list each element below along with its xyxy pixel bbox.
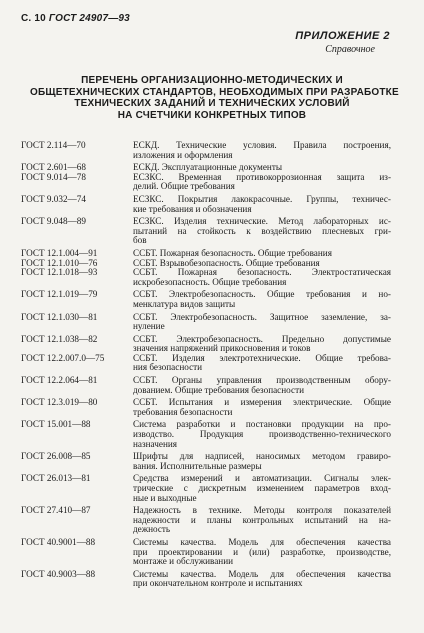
standard-code: ГОСТ 40.9001—88 (21, 536, 96, 547)
standard-title-line: ЕСКД. Эксплуатационные документы (133, 163, 283, 173)
page-header (21, 13, 130, 24)
standard-title-line: ния безопасности (133, 363, 203, 373)
standard-title (133, 268, 391, 287)
standard-code: ГОСТ 12.1.018—93 (21, 267, 98, 278)
title-line: НА СЧЕТЧИКИ КОНКРЕТНЫХ ТИПОВ (117, 109, 307, 121)
standard-entry (21, 398, 391, 417)
standard-title-line: дованием. Общие требования безопасности (133, 385, 305, 395)
standard-title-line: ССБТ. Электробезопасность. Защитное заземление, за- (133, 312, 391, 322)
standard-title-line: искробезопасность. Общие требования (133, 277, 287, 287)
page-number: С. 10 (21, 13, 46, 24)
standard-title-line: ССБТ. Взрывобезопасность. Общие требования (133, 258, 320, 268)
standard-title (133, 506, 391, 535)
standard-title (133, 398, 391, 417)
standard-entry (21, 506, 391, 535)
standard-title (133, 354, 391, 373)
standard-title-line: при проектировании и (или) разработке, производстве, (133, 547, 391, 557)
standard-title-line: ССБТ. Пожарная безопасность. Общие требования (133, 248, 332, 258)
standard-entry (21, 173, 391, 192)
standard-code: ГОСТ 12.2.064—81 (21, 375, 98, 386)
standard-title-line: пытаний на стойкость к воздействию плесневых гри- (133, 226, 391, 236)
standard-title-line: ССБТ. Электробезопасность. Предельно допустимые (133, 334, 391, 344)
standard-title (133, 420, 391, 449)
standard-code: ГОСТ 27.410—87 (21, 505, 91, 516)
standard-title-line: ССБТ. Испытания и измерения электрические. Общие (133, 398, 391, 408)
title-line: ТЕХНИЧЕСКИХ ЗАДАНИЙ И ТЕХНИЧЕСКИХ УСЛОВИЙ (74, 98, 350, 109)
standard-entry (21, 217, 391, 246)
standard-title-line: при окончательном контроле и испытаниях (133, 579, 303, 589)
standard-title (133, 163, 391, 173)
standard-title (133, 195, 391, 214)
standard-title-line: ССБТ. Органы управления производственным обору- (133, 376, 391, 386)
standard-code: ГОСТ 40.9003—88 (21, 568, 96, 579)
standard-entry (21, 354, 391, 373)
standard-title-line: Шрифты для надписей, наносимых методом гравиро- (133, 452, 391, 462)
standard-title-line: требования безопасности (133, 407, 233, 417)
standard-title-line: трические с дискретным изменением параметров вход- (133, 484, 391, 493)
standard-code: ГОСТ 26.008—85 (21, 451, 91, 462)
standard-title-line: кие требования и обозначения (133, 204, 252, 214)
standard-title-line: ЕСЗКС. Покрытия лакокрасочные. Группы, техничес- (133, 194, 391, 204)
standard-title-line: нуление (133, 322, 165, 332)
standard-title-line: Система разработки и постановки продукции на про- (133, 420, 391, 430)
standard-title (133, 173, 391, 192)
appendix-label: ПРИЛОЖЕНИЕ 2 (295, 30, 390, 42)
document-title (30, 75, 399, 121)
standard-entry (21, 290, 391, 309)
standard-entry (21, 538, 391, 567)
standard-title (133, 538, 391, 567)
standard-title-line: ЕСКД. Технические условия. Правила построения, (133, 141, 391, 150)
standard-title-line: назначения (133, 439, 178, 449)
standard-title-line: Средства измерений и автоматизации. Сигналы элек- (133, 474, 391, 484)
standard-title-line: вания. Исполнительные размеры (133, 461, 262, 471)
standard-code: ГОСТ 2.601—68 (21, 162, 86, 173)
standard-title-line: значения напряжений прикосновения и токов (133, 344, 311, 354)
standard-title (133, 376, 391, 395)
standard-entry (21, 141, 391, 160)
standard-title-line: ССБТ. Электробезопасность. Общие требования и но- (133, 290, 391, 300)
standard-code: ГОСТ 12.1.019—79 (21, 289, 98, 300)
standard-title-line: ЕСЗКС. Временная противокоррозионная защита из- (133, 172, 391, 182)
standard-title-line: Системы качества. Модель для обеспечения качества (133, 569, 391, 579)
standard-title-line: бов (133, 236, 147, 246)
standard-title-line: Надежность в технике. Методы контроля показателей (133, 506, 391, 516)
standard-code: ГОСТ 12.1.030—81 (21, 311, 98, 322)
title-line: ОБЩЕТЕХНИЧЕСКИХ СТАНДАРТОВ, НЕОБХОДИМЫХ ПРИ РАЗРАБОТКЕ (30, 86, 399, 98)
standard-entry (21, 313, 391, 332)
standard-title (133, 217, 391, 246)
standard-title-line: надежности и планы контрольных испытаний на на- (133, 515, 391, 525)
standard-title-line: монтаже и обслуживании (133, 557, 234, 567)
appendix-status: Справочное (325, 44, 375, 55)
standard-title (133, 570, 391, 589)
standard-title (133, 259, 391, 269)
standard-title (133, 290, 391, 309)
standard-title (133, 141, 391, 160)
standard-code: ГОСТ 9.014—78 (21, 171, 86, 182)
standard-code: ГОСТ 9.048—89 (21, 216, 86, 227)
standard-entry (21, 195, 391, 214)
standard-title-line: изводство. Продукция производственно-технического (133, 430, 391, 440)
standard-entry (21, 268, 391, 287)
standard-title-line: Системы качества. Модель для обеспечения качества (133, 537, 391, 547)
standard-code: ГОСТ 12.1.038—82 (21, 333, 98, 344)
standard-code: ГОСТ 9.032—74 (21, 193, 86, 204)
standard-code: ГОСТ 12.2.007.0—75 (21, 352, 105, 363)
standard-code: ГОСТ 15.001—88 (21, 419, 91, 430)
standard-code: ГОСТ 2.114—70 (21, 140, 86, 150)
standard-number: ГОСТ 24907—93 (48, 13, 130, 24)
standard-title (133, 249, 391, 259)
standard-code: ГОСТ 12.1.010—76 (21, 257, 98, 268)
standard-code: ГОСТ 26.013—81 (21, 473, 91, 484)
title-line: ПЕРЕЧЕНЬ ОРГАНИЗАЦИОННО-МЕТОДИЧЕСКИХ И (81, 75, 343, 86)
standard-code: ГОСТ 12.3.019—80 (21, 397, 98, 408)
standards-list (21, 141, 391, 589)
standard-entry (21, 474, 391, 503)
standard-title (133, 335, 391, 354)
standard-title-line: ные и выходные (133, 493, 197, 503)
standard-title (133, 313, 391, 332)
standard-title (133, 452, 391, 471)
standard-entry (21, 420, 391, 449)
standard-code: ГОСТ 12.1.004—91 (21, 247, 98, 258)
standard-title (133, 474, 391, 503)
standard-title-line: дежность (133, 525, 171, 535)
standard-title-line: менклатура видов защиты (133, 299, 236, 309)
standard-entry (21, 452, 391, 471)
standard-title-line: ССБТ. Пожарная безопасность. Электростатическая (133, 268, 391, 278)
standard-entry (21, 570, 391, 589)
standard-entry (21, 335, 391, 354)
standard-entry (21, 376, 391, 395)
standard-title-line: ЕСЗКС. Изделия технические. Метод лабораторных ис- (133, 217, 391, 227)
standard-title-line: делий. Общие требования (133, 182, 235, 192)
standard-title-line: изложения и оформления (133, 150, 233, 160)
standard-title-line: ССБТ. Изделия электротехнические. Общие требова- (133, 353, 391, 363)
